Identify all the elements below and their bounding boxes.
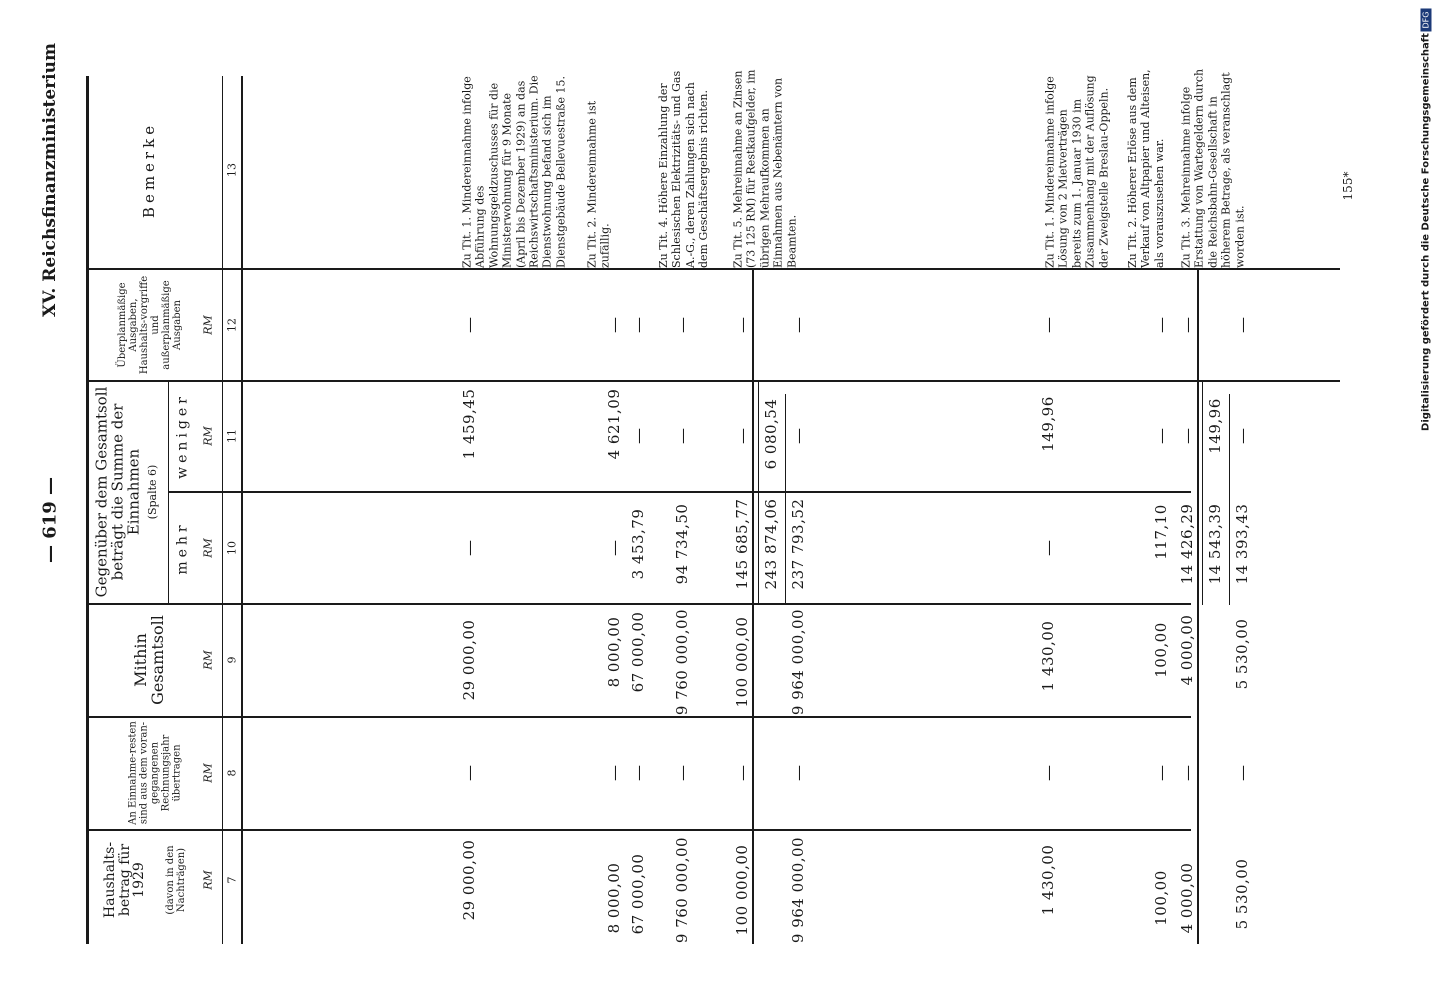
r8-col8: — xyxy=(1177,765,1197,781)
col8-unit: RM xyxy=(201,763,215,783)
col12-title: Überplanmäßige Ausgaben, Haushalts-vorgriffe und außerplanmäßige Ausgaben xyxy=(117,275,183,375)
col7-unit: RM xyxy=(201,870,215,890)
r4-col7: 9 760 000,00 xyxy=(673,836,691,944)
total1-col7: 9 964 000,00 xyxy=(789,836,807,944)
r3-col12: — xyxy=(628,317,648,333)
r8-col9: 4 000,00 xyxy=(1178,614,1196,686)
sum-line-1 xyxy=(758,380,759,605)
sum-line-2 xyxy=(1202,380,1203,605)
col-sep-12-13 xyxy=(86,268,1340,270)
col7-title: Haushalts-betrag für 1929 xyxy=(101,841,148,919)
total1-col11: — xyxy=(788,428,808,444)
col10-number: 10 xyxy=(225,541,239,555)
r1-col10: — xyxy=(459,540,479,556)
col-sep-11-12 xyxy=(86,380,1340,382)
total2-col8: — xyxy=(1232,765,1252,781)
header-divider xyxy=(241,76,243,944)
r2-col7: 8 000,00 xyxy=(605,862,623,934)
r5-col9: 100 000,00 xyxy=(733,616,751,708)
group-subtitle: (Spalte 6) xyxy=(145,464,159,520)
col11-number: 11 xyxy=(225,429,239,443)
r1-col7: 29 000,00 xyxy=(460,839,478,921)
col-sep-10-11 xyxy=(168,491,1191,493)
r1-col8: — xyxy=(459,765,479,781)
r5-col8: — xyxy=(732,765,752,781)
col7-subtitle: (davon in den Nachträgen) xyxy=(165,845,187,915)
r5-col7: 100 000,00 xyxy=(733,844,751,936)
r1-col12: — xyxy=(459,317,479,333)
note-tit2: Zu Tit. 2. Mindereinnahme ist zufällig. xyxy=(585,100,612,268)
side-credit: Digitalisierung gefördert durch die Deutsche Forschungsgemeinschaft xyxy=(1420,33,1432,431)
total1-col12: — xyxy=(788,317,808,333)
section-sep-2 xyxy=(1197,270,1199,944)
r4-col12: — xyxy=(672,317,692,333)
sum-line-4 xyxy=(1229,394,1230,605)
column-number-divider xyxy=(222,76,223,944)
col9-unit: RM xyxy=(201,650,215,670)
r2-col10: — xyxy=(604,540,624,556)
note-tit5: Zu Tit. 5. Mehreinnahme an Zinsen (73 125 RM) für Restkaufgelder, im übrigen Mehraufkommen an Einnahmen aus Nebenämtern von Beamten. xyxy=(731,69,799,268)
r3-col11: — xyxy=(628,428,648,444)
r7-col12: — xyxy=(1151,317,1171,333)
note-sec2-tit3: Zu Tit. 3. Mehreinnahme infolge Erstattung von Wartegeldern durch die Reichsbahn-Gesellschaft in höherem Betrage, als veranschlagt worden ist. xyxy=(1179,68,1247,268)
total2-col7: 5 530,00 xyxy=(1233,858,1251,930)
col13-number: 13 xyxy=(225,163,239,177)
col12-unit: RM xyxy=(201,315,215,335)
col10-title: mehr xyxy=(174,521,191,575)
r1-col11: 1 459,45 xyxy=(460,388,478,460)
r6-col12: — xyxy=(1038,317,1058,333)
note-tit4: Zu Tit. 4. Höhere Einzahlung der Schlesischen Elektrizitäts- und Gas A.-G., deren Zahlungen sich nach dem Geschäftsergebnis richten. xyxy=(657,70,711,268)
page-number: — 619 — xyxy=(39,476,61,564)
r2-col9: 8 000,00 xyxy=(605,616,623,688)
table-top-border xyxy=(86,76,89,944)
col9-number: 9 xyxy=(225,656,239,664)
total1-col8: — xyxy=(788,765,808,781)
r7-col7: 100,00 xyxy=(1152,870,1170,926)
col8-title: An Einnahme-resten sind aus dem voran-gegangenen Rechnungsjahr übertragen xyxy=(127,721,183,825)
col9-title: Mithin Gesamtsoll xyxy=(131,615,167,705)
sheet-mark: 155* xyxy=(1341,171,1355,201)
r4-col11: — xyxy=(672,428,692,444)
col13-title: Bemerke xyxy=(140,121,159,219)
r1-col9: 29 000,00 xyxy=(460,619,478,701)
col12-number: 12 xyxy=(225,318,239,332)
r6-col10: — xyxy=(1038,540,1058,556)
section-title: XV. Reichsfinanzministerium xyxy=(40,43,60,317)
r6-col8: — xyxy=(1038,765,1058,781)
sum-line-3 xyxy=(785,394,786,605)
r6-col7: 1 430,00 xyxy=(1039,844,1057,916)
group-header-divider xyxy=(168,380,169,605)
total2-col10: 14 393,43 xyxy=(1233,503,1251,585)
r3-col7: 67 000,00 xyxy=(629,853,647,935)
total1-col9: 9 964 000,00 xyxy=(789,608,807,716)
sum1-col10: 243 874,06 xyxy=(762,498,780,590)
r4-col9: 9 760 000,00 xyxy=(673,608,691,716)
r7-col9: 100,00 xyxy=(1152,622,1170,678)
total2-col12: — xyxy=(1232,317,1252,333)
note-sec2-tit2: Zu Tit. 2. Höherer Erlöse aus dem Verkauf von Altpapier und Alteisen, als vorauszusehen war. xyxy=(1125,69,1166,268)
col11-title: weniger xyxy=(174,393,191,479)
section-sep-1 xyxy=(752,270,754,944)
total2-col9: 5 530,00 xyxy=(1233,618,1251,690)
r5-col10: 145 685,77 xyxy=(733,498,751,590)
col11-unit: RM xyxy=(201,426,215,446)
r7-col11: — xyxy=(1151,428,1171,444)
note-tit1: Zu Tit. 1. Mindereinnahme infolge Abführung des Wohnungsgeldzuschusses für die Ministerwohnung für 9 Monate (April bis Dezember 1929) an das Reichswirtschaftsministerium. Die Dienstwohnung befand sich im Dienstgebäude Bellevuestraße 15. xyxy=(460,75,568,268)
r3-col9: 67 000,00 xyxy=(629,611,647,693)
r5-col11: — xyxy=(732,428,752,444)
r6-col11: 149,96 xyxy=(1039,396,1057,452)
sum2-col11: 149,96 xyxy=(1206,398,1224,454)
total2-col11: — xyxy=(1232,428,1252,444)
r5-col12: — xyxy=(732,317,752,333)
r8-col12: — xyxy=(1177,317,1197,333)
col-sep-9-10 xyxy=(86,603,1191,605)
col8-number: 8 xyxy=(225,769,239,777)
r2-col12: — xyxy=(604,317,624,333)
r7-col10: 117,10 xyxy=(1152,504,1170,560)
r8-col11: — xyxy=(1177,428,1197,444)
col-sep-8-9 xyxy=(86,716,1191,718)
col7-number: 7 xyxy=(225,876,239,884)
r4-col10: 94 734,50 xyxy=(673,503,691,585)
group-title: Gegenüber dem Gesamtsoll beträgt die Summe der Einnahmen xyxy=(92,386,142,598)
sum2-col10: 14 543,39 xyxy=(1206,503,1224,585)
total1-col10: 237 793,52 xyxy=(789,498,807,590)
r3-col10: 3 453,79 xyxy=(629,508,647,580)
r4-col8: — xyxy=(672,765,692,781)
dfg-logo: DFG xyxy=(1421,9,1432,32)
r8-col7: 4 000,00 xyxy=(1178,862,1196,934)
r2-col8: — xyxy=(604,765,624,781)
r8-col10: 14 426,29 xyxy=(1178,503,1196,585)
r6-col9: 1 430,00 xyxy=(1039,620,1057,692)
sum1-col11: 6 080,54 xyxy=(762,398,780,470)
r3-col8: — xyxy=(628,765,648,781)
col10-unit: RM xyxy=(201,538,215,558)
note-sec2-tit1: Zu Tit. 1. Mindereinnahme infolge Lösung von 2 Mietverträgen bereits zum 1. Januar 1930 im Zusammenhang mit der Auflösung der Zweigstelle Breslau-Oppeln. xyxy=(1043,75,1111,268)
r7-col8: — xyxy=(1151,765,1171,781)
r2-col11: 4 621,09 xyxy=(605,388,623,460)
col-sep-7-8 xyxy=(86,829,1191,831)
